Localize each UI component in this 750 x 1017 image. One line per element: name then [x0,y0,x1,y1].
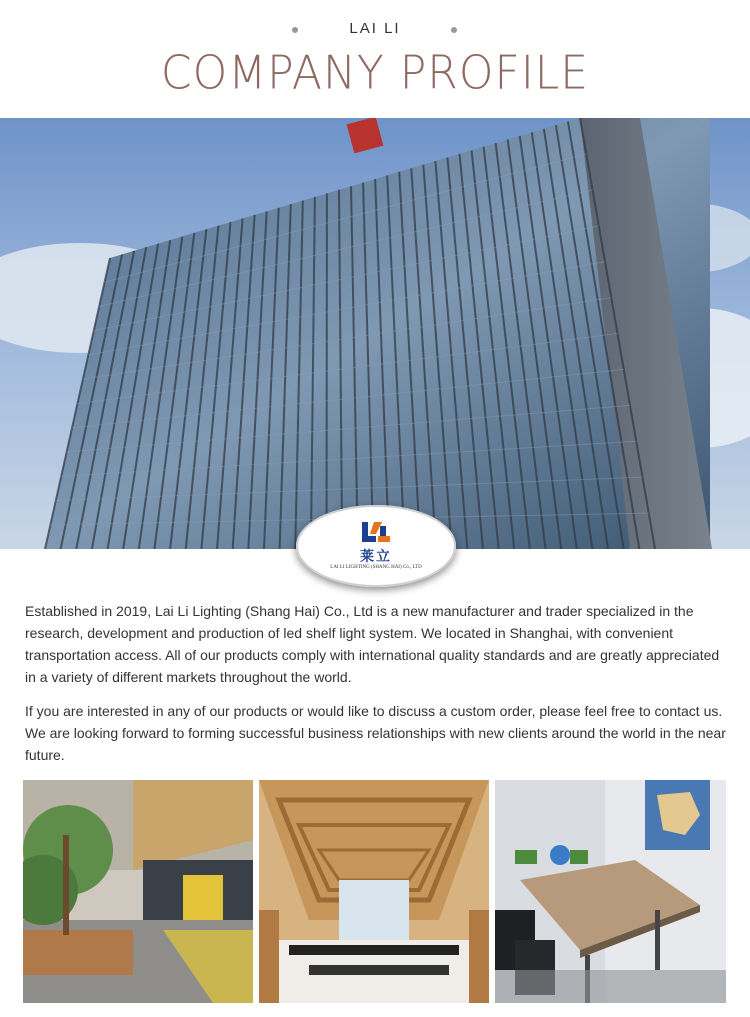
decorative-dot-right [451,27,457,33]
office-lobby-photo [23,780,253,1003]
brand-name: LAI LI [349,20,401,37]
page-title: COMPANY PROFILE [160,46,590,101]
building-photo [0,118,750,549]
logo-chinese-name: 莱立 [360,549,392,565]
meeting-room-photo [495,780,726,1003]
logo-english-name: LAI LI LIGHTING (SHANG HAI) Co., LTD [330,565,422,570]
company-description [25,600,727,778]
company-logo [296,505,456,587]
description-paragraph-2: If you are interested in any of our products or would like to discuss a custom order, please feel free to contact us. We are looking forward to forming successful business relationships with new clients around the world in the near future. [25,703,726,763]
office-photo-gallery [23,780,726,1003]
open-office-photo [259,780,489,1003]
logo-mark-icon [360,520,392,544]
description-paragraph-1: Established in 2019, Lai Li Lighting (Shang Hai) Co., Ltd is a new manufacturer and trader specialized in the research, development and production of led shelf light system. We located in Shanghai, with convenient transportation access. All of our products comply with international quality standards and are greatly appreciated in a variety of different markets throughout the world. [25,603,720,685]
page-header [0,0,750,118]
